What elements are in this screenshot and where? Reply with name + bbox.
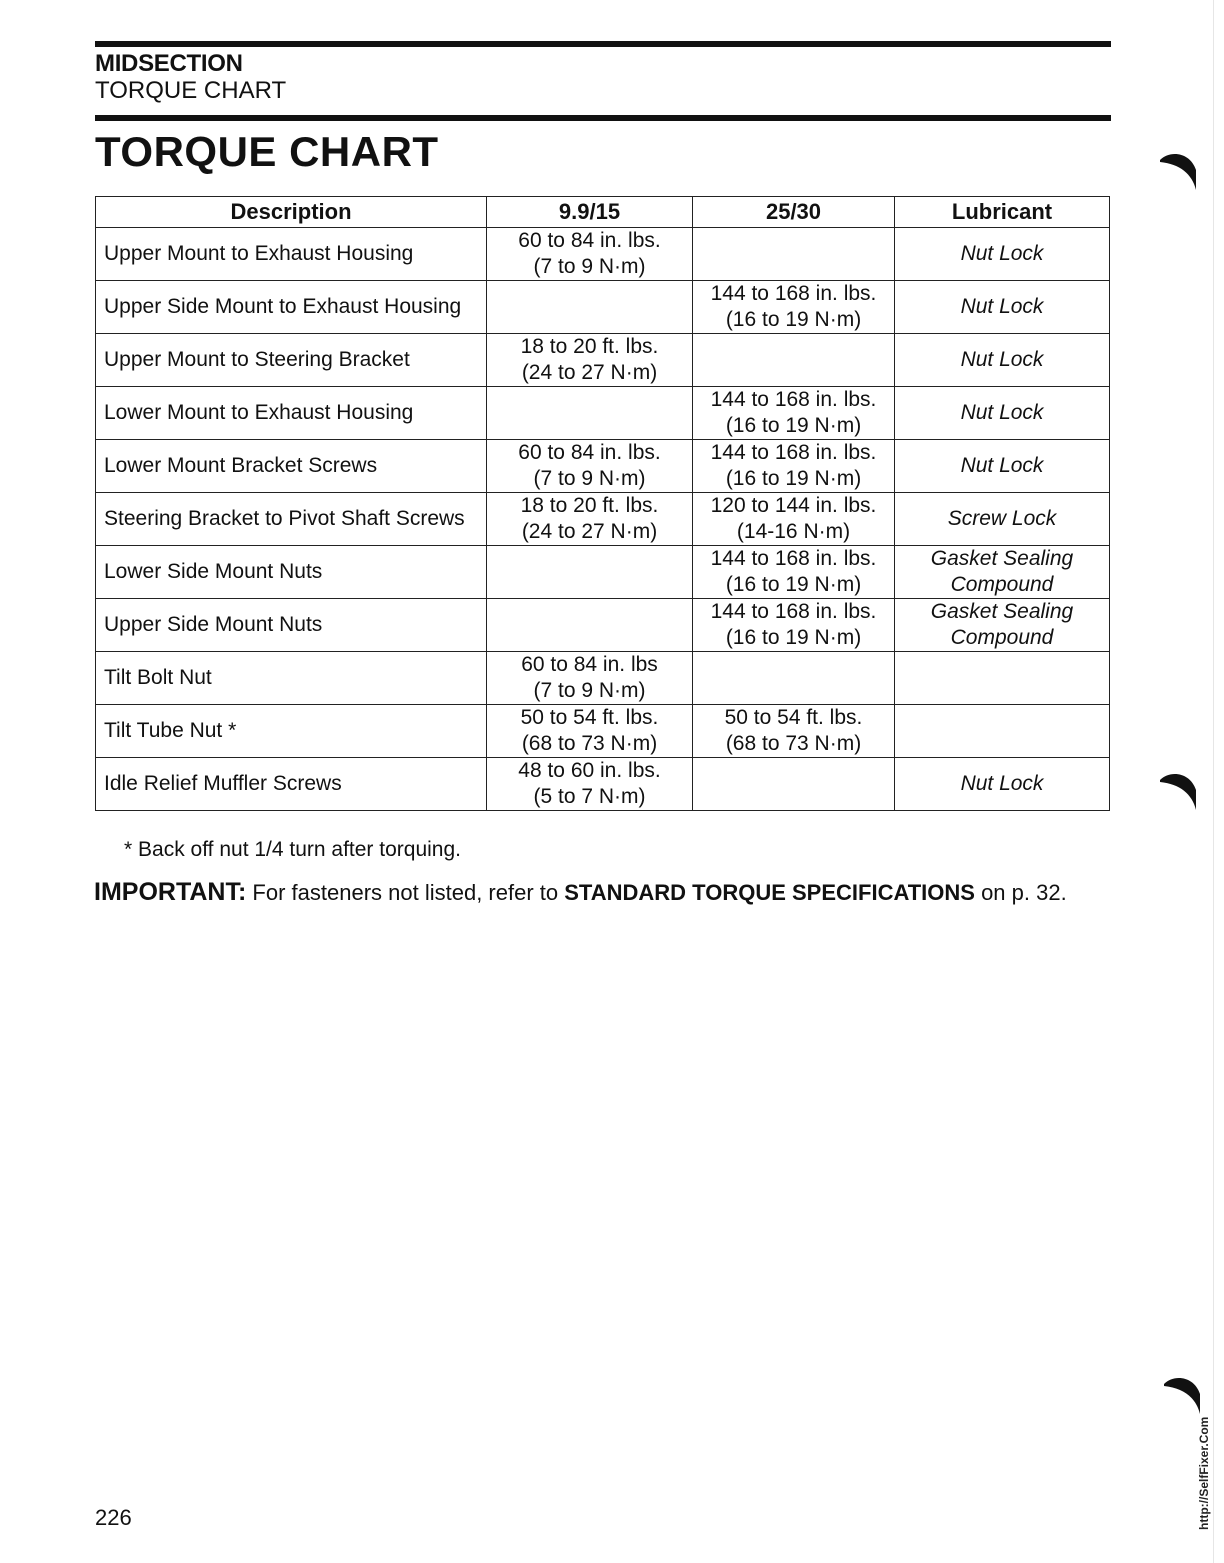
cell-9-9-15 [487,652,693,705]
important-note [94,878,1067,907]
cell-9-9-15-line: 18 to 20 ft. lbs. [520,494,659,517]
cell-9-9-15-line: (5 to 7 N·m) [533,785,646,808]
table-row [96,440,1110,493]
cell-description: Tilt Bolt Nut [96,652,487,705]
column-header-25-30: 25/30 [693,197,895,228]
cell-lubricant-line: Nut Lock [960,242,1044,265]
cell-description: Upper Mount to Steering Bracket [96,334,487,387]
cell-25-30-line: (16 to 19 N·m) [725,573,862,596]
table-row [96,546,1110,599]
cell-lubricant [895,334,1110,387]
cell-lubricant-line: Nut Lock [960,454,1044,477]
cell-25-30-line: 144 to 168 in. lbs. [710,282,877,305]
column-header-9-9-15: 9.9/15 [487,197,693,228]
page-number: 226 [95,1505,132,1530]
cell-25-30-line: (16 to 19 N·m) [725,414,862,437]
cell-25-30-line: 144 to 168 in. lbs. [710,547,877,570]
cell-description: Tilt Tube Nut * [96,705,487,758]
cell-lubricant [895,652,1110,705]
cell-9-9-15-line: (24 to 27 N·m) [521,361,658,384]
cell-25-30 [693,493,895,546]
cell-25-30 [693,334,895,387]
cell-9-9-15-line: (7 to 9 N·m) [533,679,646,702]
cell-9-9-15-line: (7 to 9 N·m) [533,467,646,490]
binder-hole-mark-bottom [1162,1372,1202,1416]
cell-lubricant-line: Nut Lock [960,772,1044,795]
cell-25-30 [693,281,895,334]
cell-9-9-15 [487,758,693,811]
cell-25-30-line: (68 to 73 N·m) [725,732,862,755]
cell-9-9-15-line: 50 to 54 ft. lbs. [520,706,659,729]
table-row [96,705,1110,758]
table-row [96,228,1110,281]
cell-9-9-15 [487,705,693,758]
cell-description: Upper Side Mount Nuts [96,599,487,652]
cell-25-30 [693,705,895,758]
binder-hole-mark-middle [1158,768,1198,812]
cell-lubricant-line: Compound [950,626,1054,649]
cell-lubricant [895,440,1110,493]
important-reference: STANDARD TORQUE SPECIFICATIONS [564,880,975,905]
cell-description: Lower Mount Bracket Screws [96,440,487,493]
cell-9-9-15 [487,599,693,652]
cell-25-30-line: (16 to 19 N·m) [725,626,862,649]
cell-lubricant-line: Nut Lock [960,348,1044,371]
cell-25-30 [693,758,895,811]
cell-9-9-15 [487,228,693,281]
table-row [96,387,1110,440]
cell-description: Upper Mount to Exhaust Housing [96,228,487,281]
cell-25-30-line: 144 to 168 in. lbs. [710,388,877,411]
cell-9-9-15-line: (24 to 27 N·m) [521,520,658,543]
cell-9-9-15 [487,387,693,440]
cell-25-30-line: (14-16 N·m) [736,520,851,543]
important-text-before: For fasteners not listed, refer to [252,880,559,905]
table-row [96,493,1110,546]
cell-25-30-line: (16 to 19 N·m) [725,308,862,331]
cell-lubricant-line: Nut Lock [960,295,1044,318]
important-text-after: on p. 32. [981,880,1067,905]
cell-description: Lower Mount to Exhaust Housing [96,387,487,440]
cell-25-30-line: 144 to 168 in. lbs. [710,600,877,623]
cell-25-30-line: 120 to 144 in. lbs. [710,494,877,517]
cell-9-9-15 [487,440,693,493]
cell-25-30 [693,440,895,493]
cell-lubricant-line: Gasket Sealing [930,547,1074,570]
cell-lubricant [895,705,1110,758]
cell-description: Idle Relief Muffler Screws [96,758,487,811]
cell-9-9-15-line: (7 to 9 N·m) [533,255,646,278]
cell-25-30 [693,546,895,599]
cell-25-30 [693,599,895,652]
watermark-url: http://SelfFixer.Com [1197,1416,1211,1530]
page-title: TORQUE CHART [95,128,439,175]
cell-9-9-15-line: 60 to 84 in. lbs. [518,229,661,252]
cell-lubricant [895,546,1110,599]
cell-9-9-15 [487,493,693,546]
table-row [96,334,1110,387]
cell-9-9-15-line: 48 to 60 in. lbs. [518,759,661,782]
table-row [96,652,1110,705]
cell-25-30 [693,387,895,440]
cell-25-30-line: 50 to 54 ft. lbs. [724,706,863,729]
cell-lubricant [895,387,1110,440]
table-row [96,599,1110,652]
cell-lubricant [895,228,1110,281]
important-label: IMPORTANT: [94,878,247,906]
page-edge [1213,0,1214,1563]
cell-9-9-15 [487,281,693,334]
cell-lubricant [895,281,1110,334]
cell-lubricant-line: Screw Lock [947,507,1057,530]
table-row [96,758,1110,811]
footnote: * Back off nut 1/4 turn after torquing. [124,838,461,861]
cell-9-9-15-line: (68 to 73 N·m) [521,732,658,755]
cell-9-9-15-line: 60 to 84 in. lbs [521,653,658,676]
cell-lubricant [895,599,1110,652]
cell-lubricant-line: Nut Lock [960,401,1044,424]
torque-table-body [96,228,1110,811]
cell-description: Upper Side Mount to Exhaust Housing [96,281,487,334]
cell-9-9-15-line: 18 to 20 ft. lbs. [520,335,659,358]
cell-9-9-15 [487,334,693,387]
cell-25-30 [693,228,895,281]
column-header-lubricant: Lubricant [895,197,1110,228]
binder-hole-mark-top [1158,148,1198,192]
cell-lubricant-line: Compound [950,573,1054,596]
cell-9-9-15 [487,546,693,599]
section-heading: MIDSECTION [95,50,243,77]
header-rule-bottom [95,115,1111,121]
cell-description: Steering Bracket to Pivot Shaft Screws [96,493,487,546]
cell-lubricant-line: Gasket Sealing [930,600,1074,623]
torque-table [95,196,1110,811]
header-rule-top [95,41,1111,47]
subsection-heading: TORQUE CHART [95,77,287,104]
table-header-row [96,197,1110,228]
cell-description: Lower Side Mount Nuts [96,546,487,599]
cell-25-30-line: (16 to 19 N·m) [725,467,862,490]
column-header-description: Description [96,197,487,228]
cell-25-30 [693,652,895,705]
table-row [96,281,1110,334]
cell-9-9-15-line: 60 to 84 in. lbs. [518,441,661,464]
cell-lubricant [895,493,1110,546]
cell-lubricant [895,758,1110,811]
cell-25-30-line: 144 to 168 in. lbs. [710,441,877,464]
